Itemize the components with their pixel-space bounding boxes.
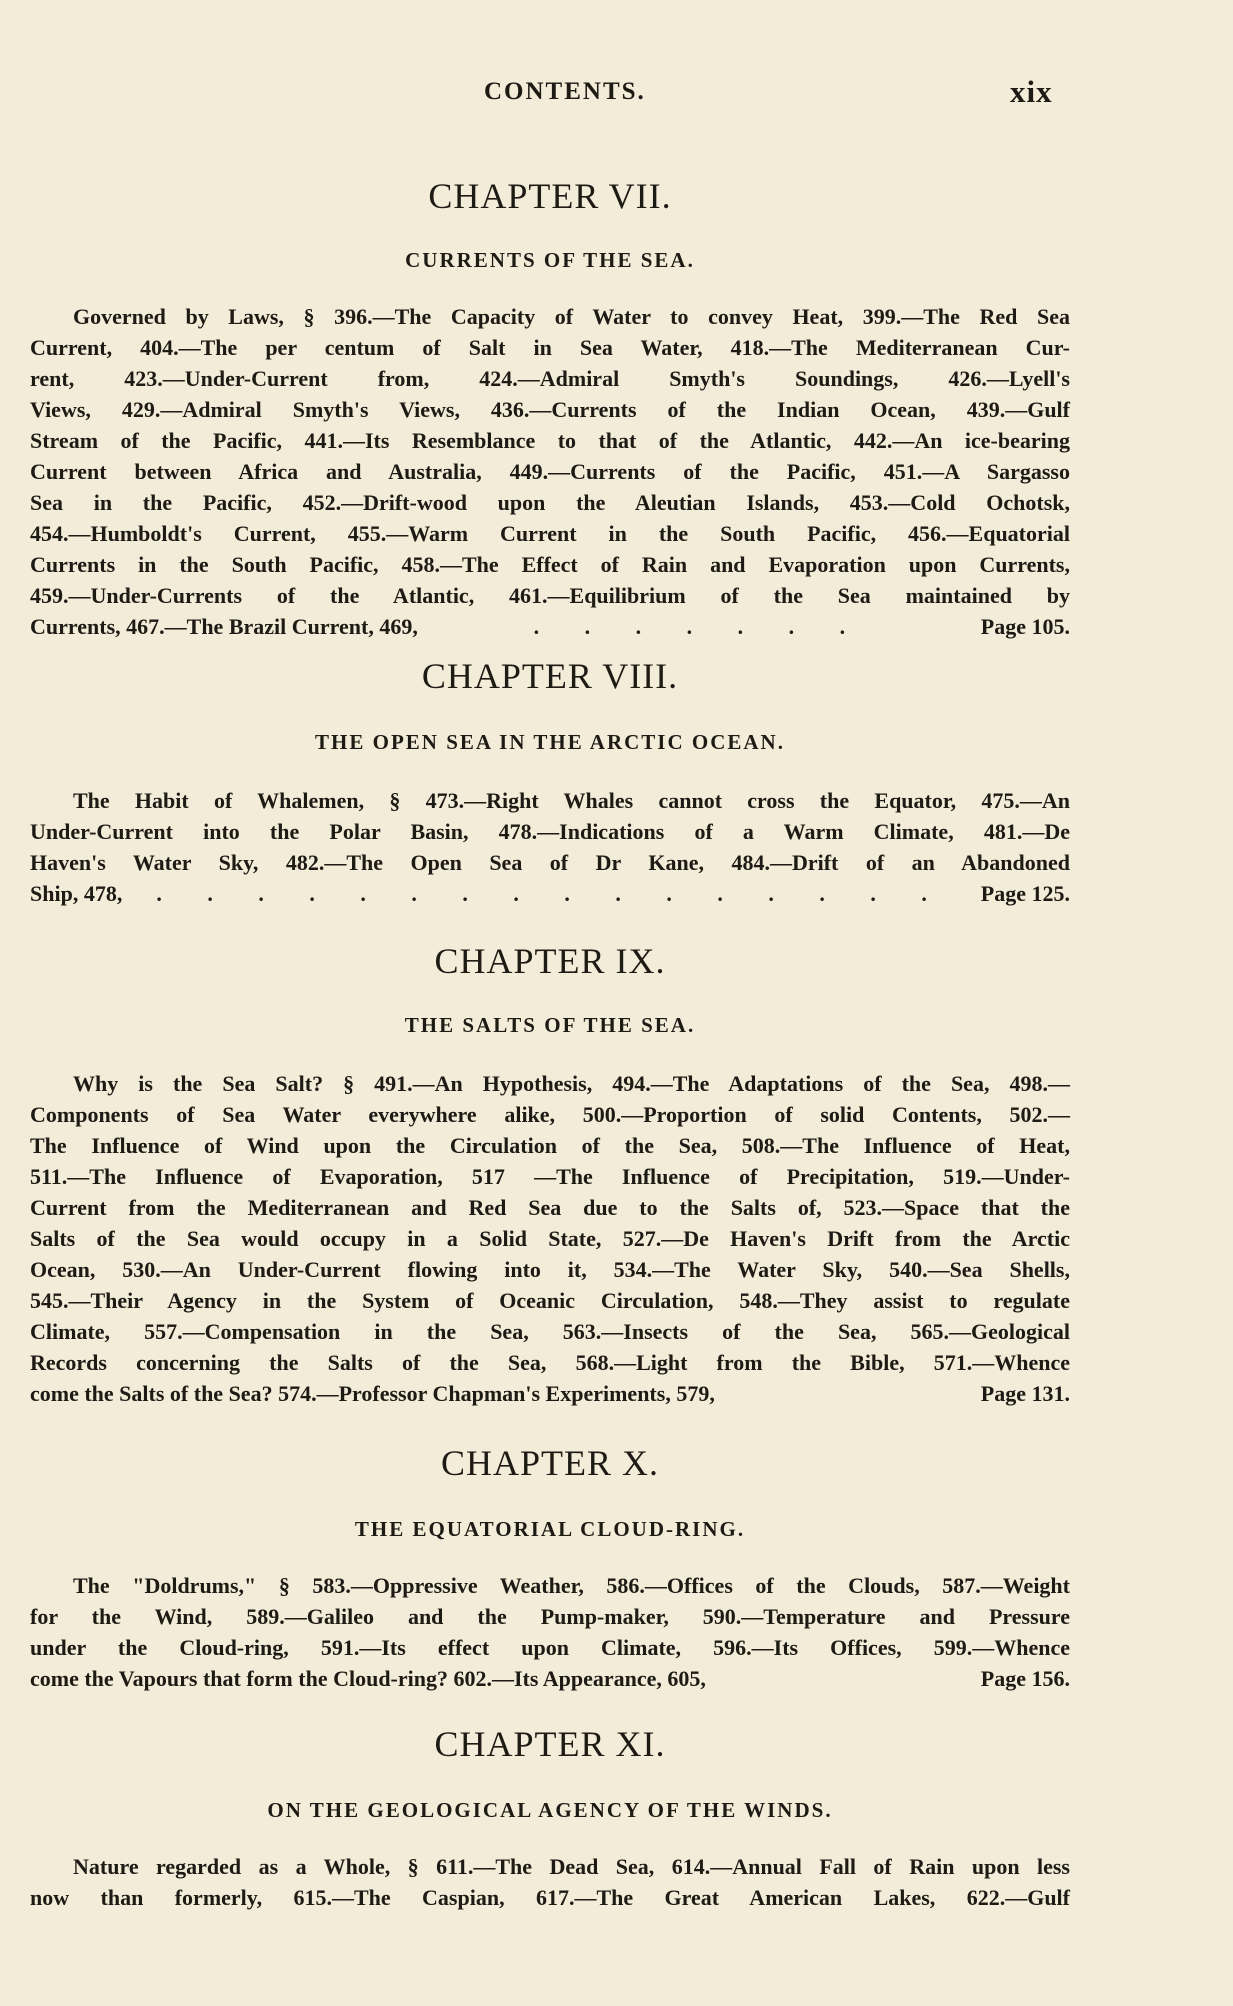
summary-line: Why is the Sea Salt? § 491.—An Hypothesis, 494.—The Adaptations of the Sea, 498.— [73, 1071, 1070, 1096]
chapter-subtitle: THE OPEN SEA IN THE ARCTIC OCEAN. [315, 730, 785, 754]
summary-line: Sea in the Pacific, 452.—Drift-wood upon the Aleutian Islands, 453.—Cold Ochotsk, [30, 490, 1070, 515]
summary-line: Ocean, 530.—An Under-Current flowing into it, 534.—The Water Sky, 540.—Sea Shells, [30, 1257, 1070, 1282]
page-reference: Page 156. [980, 1666, 1070, 1691]
summary-line: come the Vapours that form the Cloud-ring? 602.—Its Appearance, 605, [30, 1666, 706, 1691]
chapter-summary [30, 1570, 1070, 1694]
page-reference: Page 131. [980, 1381, 1070, 1406]
chapter-title: CHAPTER VII. [428, 176, 672, 216]
summary-line: Nature regarded as a Whole, § 611.—The Dead Sea, 614.—Annual Fall of Rain upon less [73, 1854, 1070, 1879]
chapter-title: CHAPTER IX. [434, 941, 666, 981]
dot-leader: . . . . . . . . . . . . . . . . [156, 881, 947, 906]
page-number: xix [1010, 74, 1053, 109]
chapter-section [30, 655, 1070, 909]
chapter-subtitle: THE EQUATORIAL CLOUD-RING. [354, 1517, 746, 1541]
summary-line: Currents, 467.—The Brazil Current, 469, [30, 614, 418, 639]
chapter-title: CHAPTER VIII. [421, 656, 679, 696]
summary-line: Haven's Water Sky, 482.—The Open Sea of Dr Kane, 484.—Drift of an Abandoned [30, 850, 1070, 875]
summary-line: Records concerning the Salts of the Sea, 568.—Light from the Bible, 571.—Whence [30, 1350, 1070, 1375]
summary-line: 545.—Their Agency in the System of Oceanic Circulation, 548.—They assist to regulate [30, 1288, 1070, 1313]
summary-last-line [30, 1663, 1070, 1694]
summary-line: under the Cloud-ring, 591.—Its effect upon Climate, 596.—Its Offices, 599.—Whence [30, 1635, 1070, 1660]
chapter-subtitle: THE SALTS OF THE SEA. [404, 1013, 696, 1037]
chapter-summary [30, 1068, 1070, 1409]
summary-line: Stream of the Pacific, 441.—Its Resemblance to that of the Atlantic, 442.—An ice-bearing [30, 428, 1070, 453]
summary-line: for the Wind, 589.—Galileo and the Pump-maker, 590.—Temperature and Pressure [30, 1604, 1070, 1629]
chapter-subtitle: CURRENTS OF THE SEA. [405, 248, 695, 272]
dot-leader: . . . . . . . [533, 614, 866, 639]
summary-line: The Habit of Whalemen, § 473.—Right Whales cannot cross the Equator, 475.—An [73, 788, 1070, 813]
summary-line: Current, 404.—The per centum of Salt in Sea Water, 418.—The Mediterranean Cur- [30, 335, 1070, 360]
summary-line: rent, 423.—Under-Current from, 424.—Admiral Smyth's Soundings, 426.—Lyell's [30, 366, 1070, 391]
chapter-title: CHAPTER X. [440, 1443, 660, 1483]
summary-line: Components of Sea Water everywhere alike, 500.—Proportion of solid Contents, 502.— [30, 1102, 1070, 1127]
page-reference: Page 125. [980, 881, 1070, 906]
chapter-section [30, 175, 1070, 642]
summary-line: Governed by Laws, § 396.—The Capacity of Water to convey Heat, 399.—The Red Sea [73, 304, 1070, 329]
chapter-title: CHAPTER XI. [434, 1724, 666, 1764]
summary-line: Current from the Mediterranean and Red Sea due to the Salts of, 523.—Space that the [30, 1195, 1070, 1220]
summary-line: Currents in the South Pacific, 458.—The Effect of Rain and Evaporation upon Currents, [30, 552, 1070, 577]
running-title: CONTENTS. [484, 78, 646, 105]
summary-line: now than formerly, 615.—The Caspian, 617.—The Great American Lakes, 622.—Gulf [30, 1885, 1070, 1910]
summary-line: 454.—Humboldt's Current, 455.—Warm Current in the South Pacific, 456.—Equatorial [30, 521, 1070, 546]
summary-last-line [30, 1378, 1070, 1409]
summary-line: Climate, 557.—Compensation in the Sea, 563.—Insects of the Sea, 565.—Geological [30, 1319, 1070, 1344]
summary-line: Under-Current into the Polar Basin, 478.—Indications of a Warm Climate, 481.—De [30, 819, 1070, 844]
summary-line: come the Salts of the Sea? 574.—Professor Chapman's Experiments, 579, [30, 1381, 715, 1406]
summary-last-line [30, 611, 1070, 642]
summary-line: Ship, 478, [30, 881, 123, 906]
summary-line: 511.—The Influence of Evaporation, 517 —The Influence of Precipitation, 519.—Under- [30, 1164, 1070, 1189]
chapter-section [30, 1723, 1070, 1913]
summary-line: 459.—Under-Currents of the Atlantic, 461.—Equilibrium of the Sea maintained by [30, 583, 1070, 608]
summary-line: The "Doldrums," § 583.—Oppressive Weather, 586.—Offices of the Clouds, 587.—Weight [73, 1573, 1070, 1598]
chapter-summary [30, 301, 1070, 642]
chapter-section [30, 1442, 1070, 1694]
page-reference: Page 105. [980, 614, 1070, 639]
summary-line: Salts of the Sea would occupy in a Solid State, 527.—De Haven's Drift from the Arctic [30, 1226, 1070, 1251]
chapter-summary [30, 1851, 1070, 1913]
summary-line: The Influence of Wind upon the Circulation of the Sea, 508.—The Influence of Heat, [30, 1133, 1070, 1158]
summary-line: Current between Africa and Australia, 449.—Currents of the Pacific, 451.—A Sargasso [30, 459, 1070, 484]
chapter-subtitle: ON THE GEOLOGICAL AGENCY OF THE WINDS. [267, 1798, 833, 1822]
chapter-summary [30, 785, 1070, 909]
running-head [0, 70, 1233, 110]
summary-line: Views, 429.—Admiral Smyth's Views, 436.—Currents of the Indian Ocean, 439.—Gulf [30, 397, 1070, 422]
chapter-section [30, 940, 1070, 1409]
summary-last-line [30, 878, 1070, 909]
